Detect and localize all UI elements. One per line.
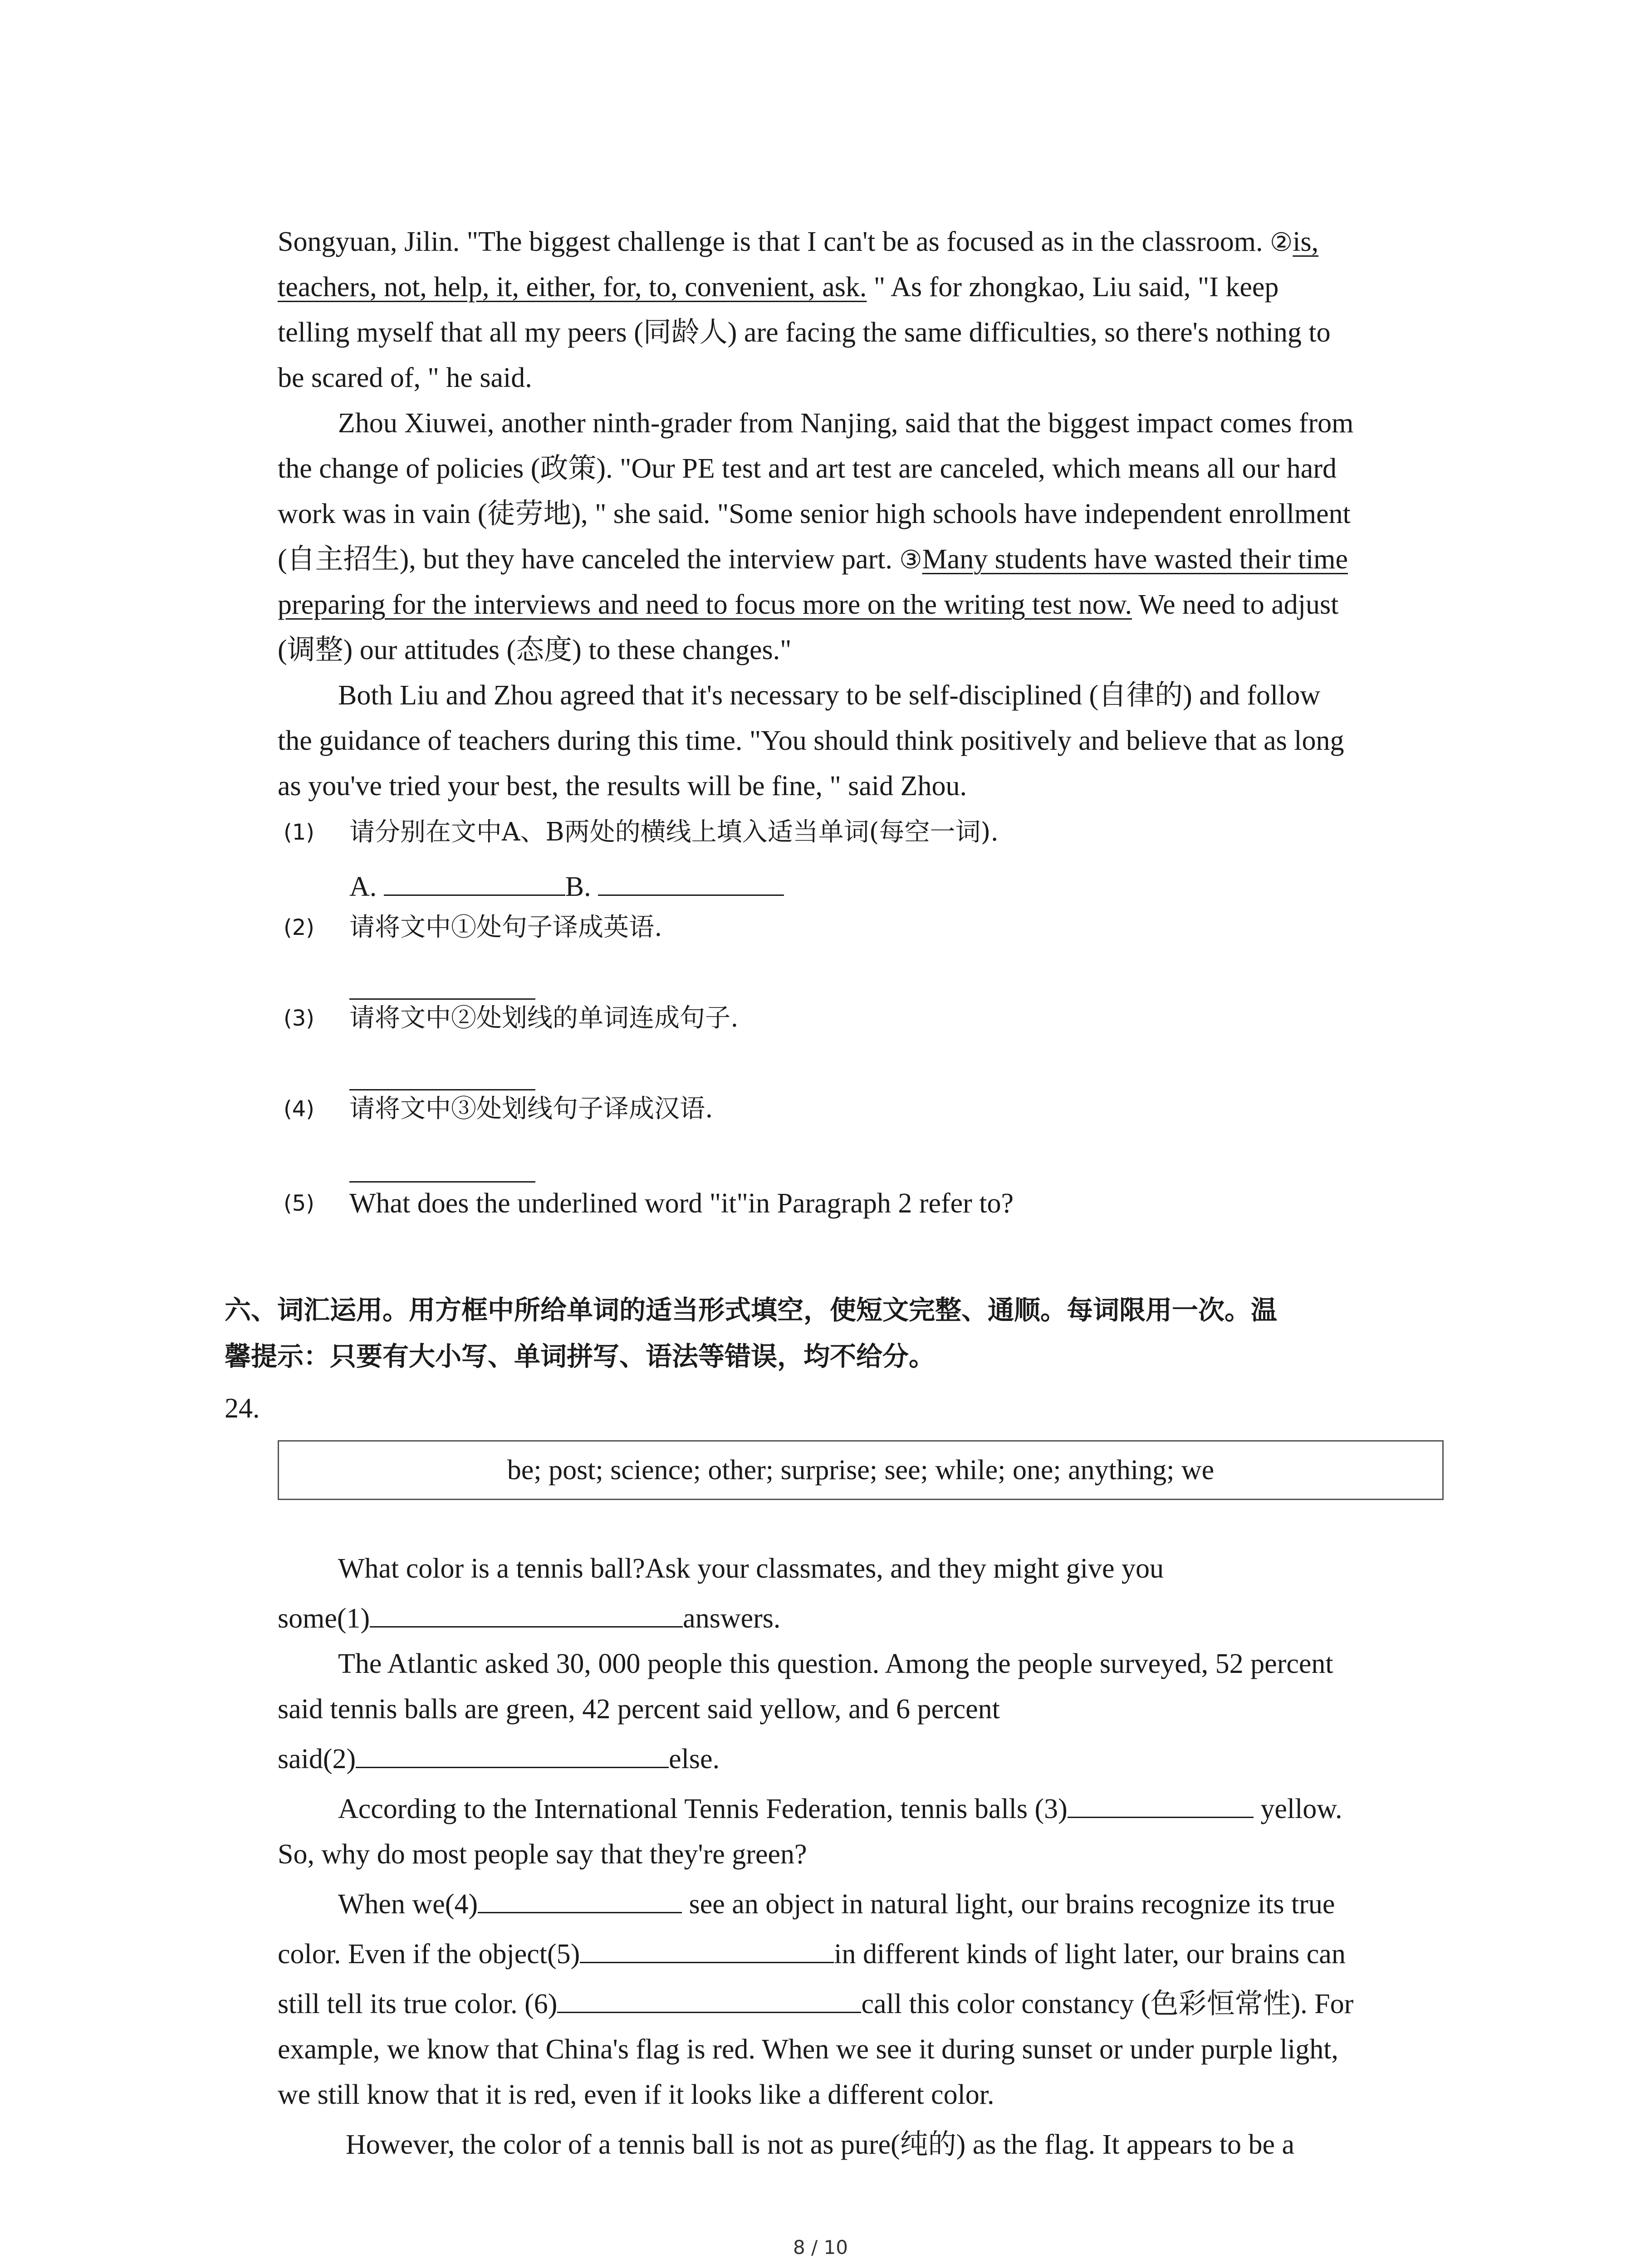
p2-line-6: According to the International Tennis Federation, tennis balls (3) yellow. (338, 1789, 1342, 1829)
blank-2[interactable] (356, 1741, 669, 1768)
question-5-text: What does the underlined word "it"in Paragraph 2 refer to? (349, 1188, 1014, 1219)
blank-4[interactable] (478, 1887, 682, 1913)
passage-line-6: the change of policies (政策). "Our PE test and art test are canceled, which means all our hard (278, 453, 1337, 484)
p2-line-9: color. Even if the object(5) in different kinds of light later, our brains can (278, 1934, 1346, 1975)
p2-line-4: said tennis balls are green, 42 percent said yellow, and 6 percent (278, 1694, 1000, 1725)
p2-line-11: example, we know that China's flag is red. When we see it during sunset or under purple light, (278, 2034, 1338, 2065)
blank-3[interactable] (1068, 1791, 1254, 1818)
passage-line-8: (自主招生), but they have canceled the interview part. ③Many students have wasted their time (278, 544, 1348, 575)
question-1-number: (1) (284, 820, 314, 845)
blank-1[interactable] (370, 1601, 683, 1628)
word-bank-box (278, 1440, 1444, 1500)
question-4-text: 请将文中③处划线句子译成汉语. (349, 1094, 713, 1124)
question-2-text: 请将文中①处句子译成英语. (349, 913, 662, 942)
question-4-number: (4) (284, 1096, 314, 1122)
page-number: 8 / 10 (793, 2236, 848, 2258)
answer-blank-3[interactable] (349, 1064, 535, 1090)
answer-blank-a[interactable] (384, 869, 565, 896)
question-3-number: (3) (284, 1006, 314, 1031)
p2-line-5: said(2) else. (278, 1739, 720, 1779)
p2-line-1: What color is a tennis ball?Ask your classmates, and they might give you (338, 1553, 1164, 1584)
question-number-24: 24. (225, 1393, 260, 1424)
word-bank-text: be; post; science; other; surprise; see; while; one; anything; we (507, 1454, 1215, 1486)
p2-line-8: When we(4) see an object in natural light, our brains recognize its true (338, 1884, 1335, 1925)
passage-line-11: Both Liu and Zhou agreed that it's necessary to be self-disciplined (自律的) and follow (338, 680, 1321, 711)
p2-line-12: we still know that it is red, even if it looks like a different color. (278, 2079, 994, 2110)
blank-5[interactable] (580, 1936, 834, 1963)
question-2-number: (2) (284, 915, 314, 940)
passage-line-5: Zhou Xiuwei, another ninth-grader from Nanjing, said that the biggest impact comes from (338, 408, 1354, 439)
answer-blank-2[interactable] (349, 973, 535, 1000)
passage-line-9: preparing for the interviews and need to focus more on the writing test now. We need to adjust (278, 589, 1339, 620)
p2-line-13: However, the color of a tennis ball is not as pure(纯的) as the flag. It appears to be a (346, 2129, 1295, 2160)
p2-line-7: So, why do most people say that they're green? (278, 1839, 807, 1870)
answer-blank-b[interactable] (598, 869, 784, 896)
passage-line-3: telling myself that all my peers (同龄人) are facing the same difficulties, so there's nothing to (278, 317, 1331, 348)
passage-line-7: work was in vain (徒劳地), " she said. "Some senior high schools have independent enrollment (278, 499, 1351, 529)
question-3-text: 请将文中②处划线的单词连成句子. (349, 1003, 739, 1033)
passage-line-13: as you've tried your best, the results will be fine, " said Zhou. (278, 771, 967, 802)
p2-line-10: still tell its true color. (6) call this color constancy (色彩恒常性). For (278, 1984, 1353, 2024)
question-5-number: (5) (284, 1191, 314, 1216)
passage-line-10: (调整) our attitudes (态度) to these changes." (278, 635, 792, 665)
passage-line-2: teachers, not, help, it, either, for, to, convenient, ask. " As for zhongkao, Liu said, "I keep (278, 272, 1279, 303)
section-6-heading-line-1: 六、词汇运用。用方框中所给单词的适当形式填空，使短文完整、通顺。每词限用一次。温 (225, 1295, 1278, 1325)
answer-blank-4[interactable] (349, 1156, 535, 1183)
section-6-heading-line-2: 馨提示：只要有大小写、单词拼写、语法等错误，均不给分。 (225, 1341, 936, 1372)
passage-line-12: the guidance of teachers during this time. "You should think positively and believe that as long (278, 725, 1344, 756)
passage-line-1: Songyuan, Jilin. "The biggest challenge is that I can't be as focused as in the classroom. ②is, (278, 226, 1319, 257)
p2-line-3: The Atlantic asked 30, 000 people this question. Among the people surveyed, 52 percent (338, 1648, 1333, 1679)
question-1-answer-row: A. B. (349, 866, 784, 907)
question-1-text: 请分别在文中A、B两处的横线上填入适当单词(每空一词). (349, 817, 999, 847)
passage-line-4: be scared of, " he said. (278, 362, 532, 393)
p2-line-2: some(1) answers. (278, 1598, 780, 1639)
blank-6[interactable] (557, 1986, 861, 2013)
